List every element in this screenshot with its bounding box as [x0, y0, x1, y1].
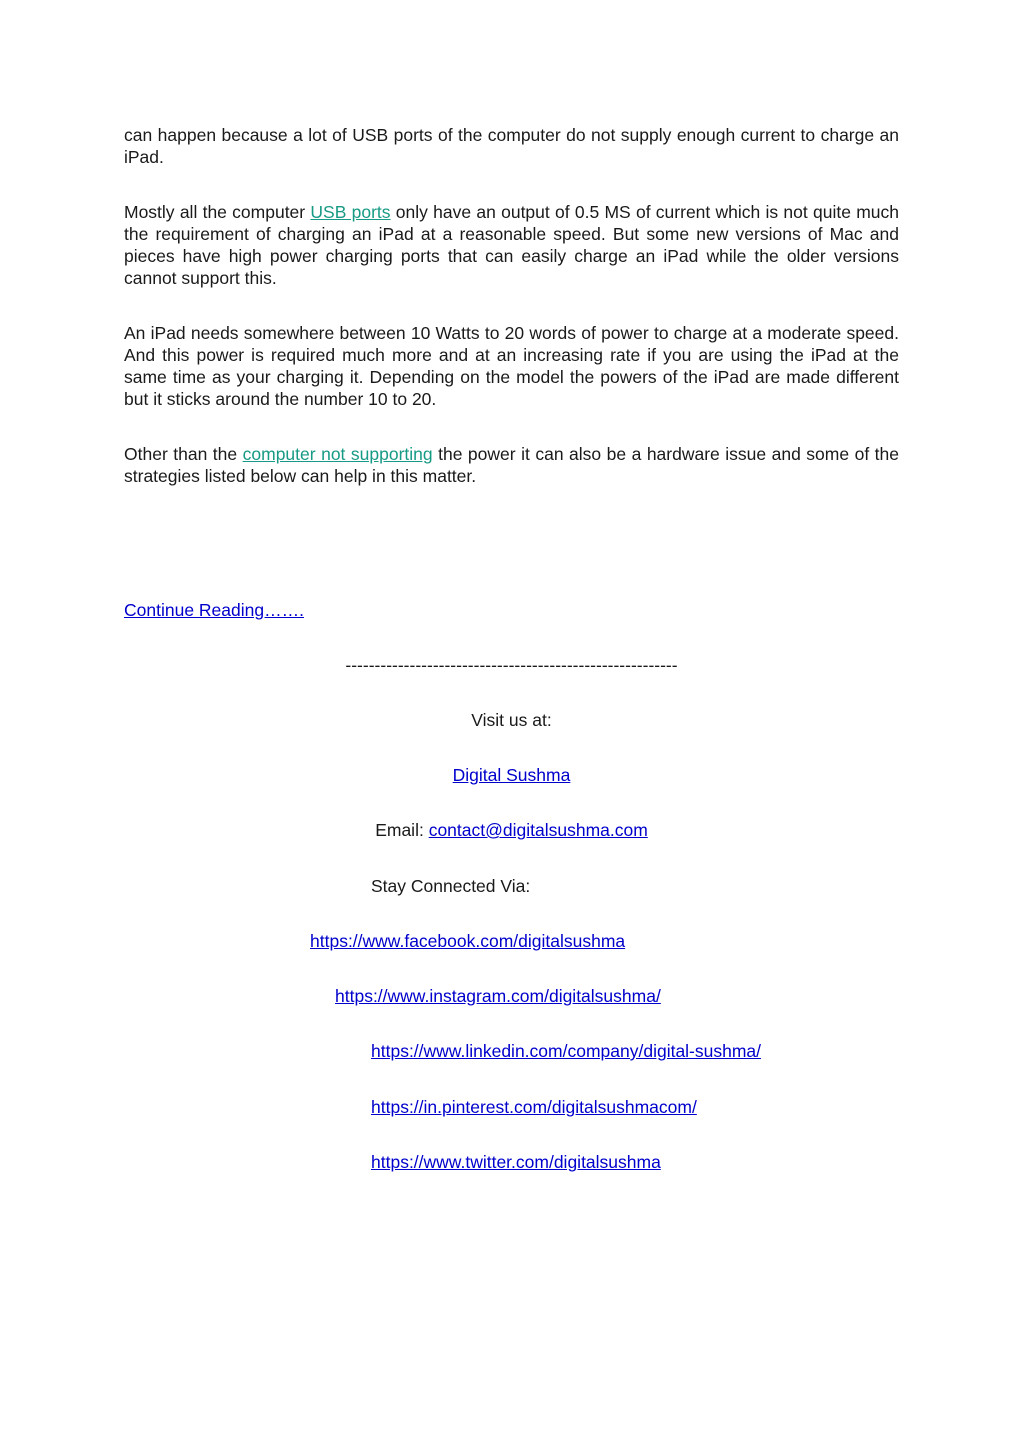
visit-us-label: Visit us at: [471, 710, 552, 730]
email-link[interactable]: contact@digitalsushma.com [428, 820, 648, 840]
email-row [0, 819, 1023, 841]
instagram-link[interactable]: https://www.instagram.com/digitalsushma/ [335, 986, 661, 1006]
paragraph-text: the power it can also be a hardware issue and some of the strategies listed below can help in this matter. [124, 444, 899, 486]
paragraph-usb-current [124, 124, 899, 168]
pinterest-link[interactable]: https://in.pinterest.com/digitalsushmacom/ [371, 1097, 697, 1117]
paragraph-ipad-power [124, 322, 899, 410]
paragraph-text: Other than the [124, 444, 243, 464]
digital-sushma-link[interactable]: Digital Sushma [452, 765, 571, 785]
site-link-row [0, 764, 1023, 786]
facebook-link[interactable]: https://www.facebook.com/digitalsushma [310, 931, 626, 951]
stay-connected-label: Stay Connected Via: [371, 876, 531, 896]
document-body [124, 124, 899, 520]
paragraph-usb-ports [124, 201, 899, 289]
section-divider: --------------------------------------------------------- [345, 655, 678, 675]
usb-ports-link[interactable]: USB ports [310, 202, 391, 222]
computer-not-supporting-link[interactable]: computer not supporting [242, 444, 433, 464]
paragraph-text: Mostly all the computer [124, 202, 311, 222]
linkedin-link[interactable]: https://www.linkedin.com/company/digital-sushma/ [371, 1041, 762, 1061]
paragraph-text: can happen because a lot of USB ports of the computer do not supply enough current to charge an iPad. [124, 125, 899, 167]
twitter-link[interactable]: https://www.twitter.com/digitalsushma [371, 1152, 661, 1172]
continue-reading-link[interactable]: Continue Reading……. [124, 600, 304, 620]
paragraph-hardware-issue [124, 443, 899, 487]
paragraph-text: only have an output of 0.5 MS of current which is not quite much the requirement of charging an iPad at a reasonable speed. But some new versions of Mac and pieces have high power charging ports that can easily charge an iPad while the older versions cannot support this. [124, 202, 900, 288]
paragraph-text: An iPad needs somewhere between 10 Watts to 20 words of power to charge at a moderate speed. And this power is required much more and at an increasing rate if you are using the iPad at the same time as your charging it. Depending on the model the powers of the iPad are made different but it sticks around the number 10 to 20. [124, 323, 899, 409]
email-label: Email: [375, 820, 429, 840]
